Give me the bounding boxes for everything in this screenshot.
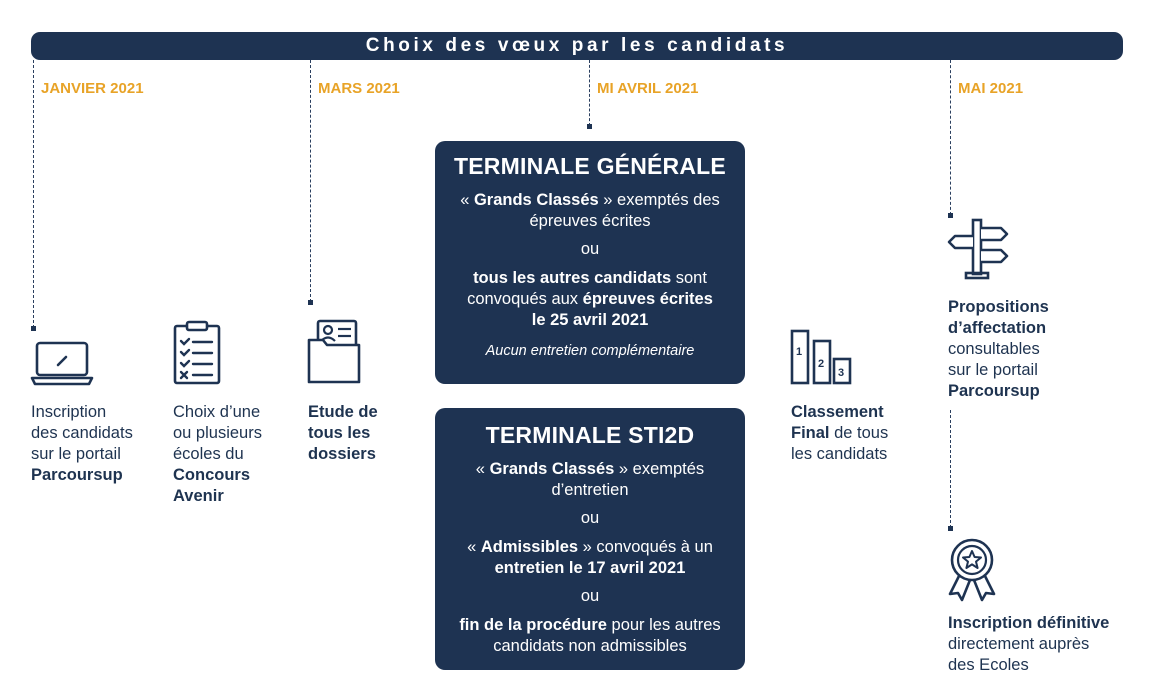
- step-text-emphasis: Inscription définitive: [948, 614, 1110, 632]
- step-text-line: Choix d’une: [173, 403, 261, 421]
- box-separator-text: ou: [580, 509, 600, 527]
- signpost-icon: [946, 218, 1010, 280]
- step-choix: [173, 402, 262, 507]
- date-mid-april: MI AVRIL 2021: [597, 80, 699, 97]
- box-text: candidats non admissibles: [493, 637, 687, 655]
- box-text-emphasis: Admissibles: [480, 538, 579, 556]
- step-inscription-definitive: [948, 613, 1109, 676]
- date-march: MARS 2021: [318, 80, 400, 97]
- box-text-emphasis: entretien le 17 avril 2021: [494, 559, 686, 577]
- step-text-line: des candidats: [31, 424, 133, 442]
- step-text-line: Etude de: [308, 403, 378, 421]
- box-text: » exemptés des: [598, 191, 720, 209]
- timeline-dot: [587, 124, 592, 129]
- box-text: pour les autres: [606, 616, 721, 634]
- box-text: convoqués aux: [467, 290, 583, 308]
- step-text-emphasis: Final: [791, 424, 830, 442]
- box-text: sont: [671, 269, 707, 287]
- step-text-line: les candidats: [791, 445, 888, 463]
- step-text-emphasis: Parcoursup: [948, 382, 1040, 400]
- box-text: «: [467, 538, 481, 556]
- timeline-dot: [31, 326, 36, 331]
- laptop-icon: [30, 338, 96, 388]
- step-inscription: [31, 402, 133, 486]
- box-text-emphasis: épreuves écrites: [582, 290, 713, 308]
- box-separator-text: ou: [580, 587, 600, 605]
- step-text-line: sur le portail: [31, 445, 121, 463]
- svg-text:1: 1: [796, 346, 803, 358]
- step-etude: [308, 402, 378, 465]
- folder-document-icon: [306, 318, 362, 386]
- terminale-sti2d-box: [435, 408, 745, 670]
- box-text: «: [475, 460, 490, 478]
- box-title: TERMINALE GÉNÉRALE: [454, 153, 726, 179]
- box-text-emphasis: le 25 avril 2021: [531, 311, 649, 329]
- award-ribbon-icon: [944, 536, 1000, 602]
- step-text-line: de tous: [829, 424, 889, 442]
- box-text: » convoqués à un: [578, 538, 713, 556]
- svg-text:2: 2: [818, 358, 825, 370]
- box-text: d’entretien: [551, 481, 629, 499]
- step-text-line: ou plusieurs: [173, 424, 262, 442]
- step-text-line: directement auprès: [948, 635, 1090, 653]
- step-text-emphasis: Avenir: [173, 487, 224, 505]
- step-text-line: Inscription: [31, 403, 107, 421]
- step-classement: [791, 402, 888, 465]
- timeline-connector: [950, 410, 951, 528]
- step-text-emphasis: d’affectation: [948, 319, 1047, 337]
- terminale-generale-box: [435, 141, 745, 384]
- step-text-line: consultables: [948, 340, 1040, 358]
- timeline-connector: [33, 60, 34, 328]
- timeline-connector: [310, 60, 311, 302]
- timeline-connector: [950, 60, 951, 215]
- step-text-line: dossiers: [308, 445, 376, 463]
- box-text-emphasis: tous les autres candidats: [473, 269, 672, 287]
- step-text-emphasis: Classement: [791, 403, 884, 421]
- step-text-emphasis: Concours: [173, 466, 251, 484]
- timeline-dot: [948, 526, 953, 531]
- box-text: épreuves écrites: [529, 212, 651, 230]
- step-text-emphasis: Propositions: [948, 298, 1049, 316]
- date-may: MAI 2021: [958, 80, 1024, 97]
- box-note: Aucun entretien complémentaire: [485, 343, 695, 359]
- timeline-dot: [308, 300, 313, 305]
- svg-text:3: 3: [838, 367, 845, 379]
- box-text: «: [460, 191, 474, 209]
- step-text-emphasis: Parcoursup: [31, 466, 123, 484]
- box-text-emphasis: Grands Classés: [489, 460, 615, 478]
- box-text-emphasis: Grands Classés: [473, 191, 599, 209]
- step-text-line: des Ecoles: [948, 656, 1029, 674]
- clipboard-checklist-icon: [172, 320, 222, 386]
- podium-icon: [788, 325, 854, 387]
- step-propositions: [948, 297, 1049, 402]
- box-text-emphasis: fin de la procédure: [459, 616, 607, 634]
- step-text-line: tous les: [308, 424, 371, 442]
- step-text-line: sur le portail: [948, 361, 1038, 379]
- step-text-line: écoles du: [173, 445, 244, 463]
- date-january: JANVIER 2021: [41, 80, 144, 97]
- timeline-banner: Choix des vœux par les candidats: [31, 32, 1123, 60]
- timeline-connector: [589, 60, 590, 126]
- box-text: » exemptés: [614, 460, 705, 478]
- box-title: TERMINALE STI2D: [485, 422, 695, 448]
- box-separator-text: ou: [580, 240, 600, 258]
